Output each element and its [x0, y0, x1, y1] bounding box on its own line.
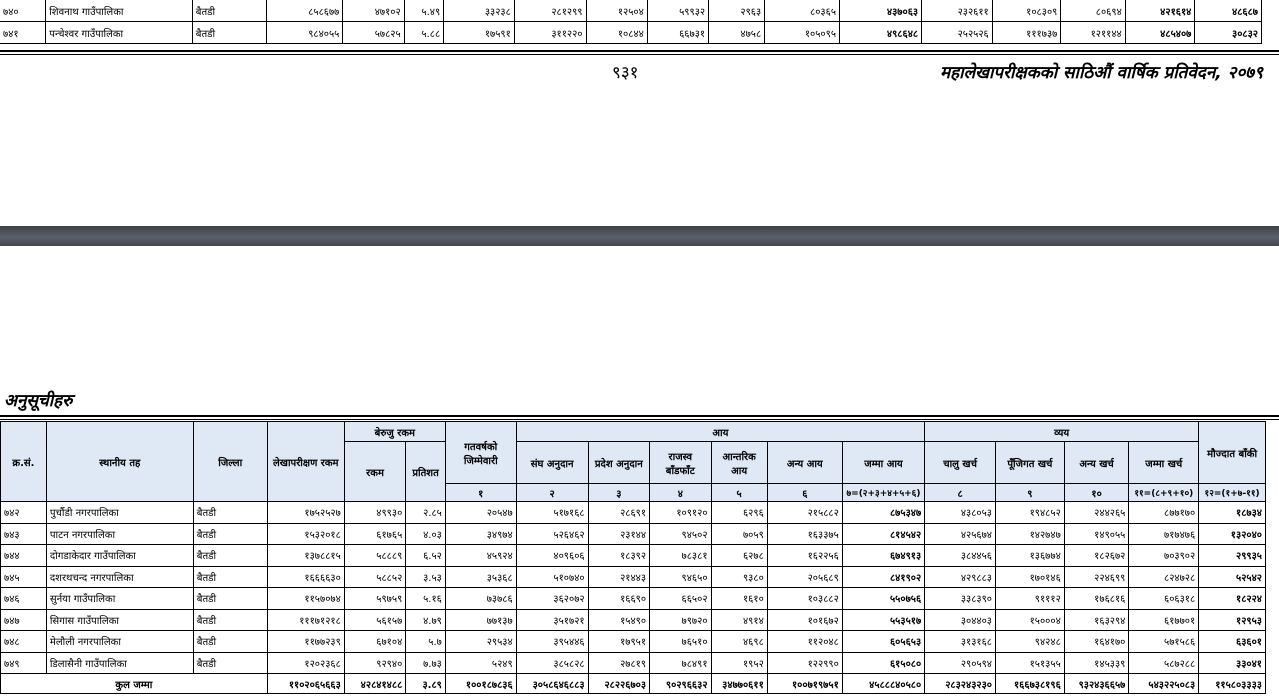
district-name: बैतडी: [193, 545, 267, 567]
table-cell: ९४६५०: [650, 566, 711, 588]
table-cell: १९४८५२: [996, 502, 1065, 524]
table-cell: १६४१७०: [1064, 631, 1129, 653]
table-row: [1, 523, 1266, 545]
table-cell: १५१३५५: [996, 652, 1065, 674]
table-cell: ४.०३: [406, 523, 446, 545]
table-cell: ८४१९०२: [842, 566, 924, 588]
table-cell: ३०८३२: [1195, 22, 1262, 44]
table-cell: ४८६८७: [1195, 0, 1262, 22]
table-cell: ५.७: [406, 631, 446, 653]
local-level-name: दशरथचन्द नगरपालिका: [46, 566, 193, 588]
table-cell: ७०३९०२: [1129, 545, 1199, 567]
table-cell: ५७८२५: [343, 22, 404, 44]
table-cell: १०५०९५: [765, 22, 840, 44]
table-cell: १८७३४: [1199, 502, 1266, 524]
local-level-name: मेलौली नगरपालिका: [46, 631, 193, 653]
table-cell: ४६९८: [711, 631, 767, 653]
header-local-level: स्थानीय तह: [46, 422, 193, 502]
table-cell: ४९८६४८: [840, 22, 922, 44]
table-row: [1, 652, 1266, 674]
table-cell: ५१७१६८: [516, 502, 588, 524]
table-cell: ४७५८: [709, 22, 765, 44]
header-other-exp: अन्य खर्च: [1064, 442, 1129, 484]
header-district: जिल्ला: [193, 422, 267, 502]
table-cell: ३६२०७२: [516, 588, 588, 610]
table-cell: १७६८१६: [1064, 588, 1129, 610]
page-number: ९३१: [612, 63, 639, 83]
header-prev-year: गतवर्षको जिम्मेवारी: [445, 422, 516, 484]
table-cell: ४५९२४: [445, 545, 516, 567]
table-cell: ५२४९: [445, 652, 516, 674]
table-cell: १२५०४: [586, 0, 647, 22]
table-row: [1, 588, 1266, 610]
table-cell: २९०५९४: [925, 652, 996, 674]
table-cell: २.८५: [406, 502, 446, 524]
table-row: [0, 0, 1262, 22]
header-current-exp: चालु खर्च: [925, 442, 996, 484]
table-cell: ९३८०: [711, 566, 767, 588]
table-cell: १६३२९४: [1064, 609, 1129, 631]
total-cell: ११५८०३३३३: [1199, 674, 1266, 694]
table-cell: १४२७४७: [996, 523, 1065, 545]
district-name: बैतडी: [192, 0, 266, 22]
table-cell: १८२६७२: [1064, 545, 1129, 567]
table-cell: ५२५४२: [1199, 566, 1266, 588]
table-cell: १२०२३६८: [267, 652, 344, 674]
table-row: [1, 566, 1266, 588]
header-expense: व्यय: [925, 422, 1199, 442]
table-cell: ७४९: [1, 652, 47, 674]
total-cell: २८२२६७०३: [588, 674, 649, 694]
header-serial: क्र.सं.: [1, 422, 47, 502]
district-name: बैतडी: [193, 566, 267, 588]
table-cell: ५.४९: [404, 0, 443, 22]
table-cell: ७४४: [1, 545, 47, 567]
table-cell: ४८५४०७: [1125, 22, 1195, 44]
table-cell: १५३२०१८: [267, 523, 344, 545]
page-footer: [0, 58, 1279, 86]
total-cell: ४२८४१४८८: [344, 674, 405, 694]
table-cell: १८३९२: [588, 545, 649, 567]
table-cell: ५९७५९: [344, 588, 405, 610]
table-cell: २५२५२६: [922, 22, 993, 44]
table-cell: ५.१६: [406, 588, 446, 610]
table-cell: ७०५९: [711, 523, 767, 545]
table-cell: ५२६४६२: [516, 523, 588, 545]
header-federal-grant: संघ अनुदान: [516, 442, 588, 484]
col-index: ३: [588, 484, 649, 502]
table-cell: ४९१४: [711, 609, 767, 631]
header-audit-amount: लेखापरीक्षण रकम: [267, 422, 344, 502]
total-cell: १००७१९७५१: [767, 674, 842, 694]
table-cell: १८२२४: [1199, 588, 1266, 610]
table-cell: ११५७०७४: [267, 588, 344, 610]
page-separator: [0, 226, 1279, 246]
header-internal-income: आन्तरिक आय: [711, 442, 767, 484]
table-cell: २२४६९९: [1064, 566, 1129, 588]
table-cell: ७७१३७: [445, 609, 516, 631]
total-row: [1, 674, 1266, 694]
table-cell: १७५२५२७: [267, 502, 344, 524]
col-index: ९: [996, 484, 1065, 502]
total-cell: ११०२०६५६६३: [267, 674, 344, 694]
table-cell: ४२९८८३: [925, 566, 996, 588]
table-cell: ४३८०५३: [925, 502, 996, 524]
total-cell: ३४७७०६११: [711, 674, 767, 694]
table-cell: ३१३१६८: [925, 631, 996, 653]
table-cell: ५८७२८८: [1129, 652, 1199, 674]
table-cell: १०३८८२: [767, 588, 842, 610]
table-cell: ७४१: [0, 22, 46, 44]
table-cell: ४०९६०६: [516, 545, 588, 567]
table-cell: १३२०४०: [1199, 523, 1266, 545]
col-index: ५: [711, 484, 767, 502]
header-income: आय: [516, 422, 924, 442]
total-cell: ३०५८६४६८८३: [516, 674, 588, 694]
table-row: [1, 631, 1266, 653]
table-cell: १२११४४: [1061, 22, 1125, 44]
col-index: २: [516, 484, 588, 502]
table-cell: ६६७३१: [647, 22, 708, 44]
table-cell: ९२९४०: [344, 652, 405, 674]
table-cell: ६०५६५३: [842, 631, 924, 653]
table-cell: ८२४७२८: [1129, 566, 1199, 588]
table-cell: ४२१६१४: [1125, 0, 1195, 22]
table-cell: ५८८५२: [344, 566, 405, 588]
col-index: ४: [650, 484, 711, 502]
table-cell: ९४२४८: [996, 631, 1065, 653]
table-cell: २०५६८९: [767, 566, 842, 588]
table-cell: ७३७८६: [445, 588, 516, 610]
table-cell: ७४०: [0, 0, 46, 22]
table-cell: १११७३७: [992, 22, 1061, 44]
table-cell: ५६१५७: [344, 609, 405, 631]
table-cell: ११२०४८: [767, 631, 842, 653]
table-cell: ६.५२: [406, 545, 446, 567]
table-row: [1, 502, 1266, 524]
table-cell: ६६५०२: [650, 588, 711, 610]
table-cell: १७०१४६: [996, 566, 1065, 588]
table-cell: २४४२६५: [1064, 502, 1129, 524]
table-cell: ३५१७२१: [516, 609, 588, 631]
local-level-name: पन्चेश्वर गाउँपालिका: [46, 22, 193, 44]
table-cell: ४३७०६३: [840, 0, 922, 22]
table-cell: ६२९६: [711, 502, 767, 524]
table-cell: ६२७८: [711, 545, 767, 567]
table-cell: १०८४४: [586, 22, 647, 44]
table-cell: १५४९०: [588, 609, 649, 631]
table-cell: ७८३८१: [650, 545, 711, 567]
table-cell: १३७८८१५: [267, 545, 344, 567]
table-cell: ३४९७४: [445, 523, 516, 545]
table-cell: ६१७७०१: [1129, 609, 1199, 631]
table-cell: ६७४९१३: [842, 545, 924, 567]
district-name: बैतडी: [193, 631, 267, 653]
table-cell: २१४४३: [588, 566, 649, 588]
total-cell: १००१८७८३६: [445, 674, 516, 694]
local-level-name: सिगास गाउँपालिका: [46, 609, 193, 631]
col-index: १२=(१+७-११): [1199, 484, 1266, 502]
annex-heading: अनुसूचीहरु: [4, 391, 73, 411]
table-cell: २९९३५: [1199, 545, 1266, 567]
local-level-name: पाटन नगरपालिका: [46, 523, 193, 545]
total-cell: ४५८८८४०५८०: [842, 674, 924, 694]
table-cell: २९६३: [709, 0, 765, 22]
local-level-name: दोगडाकेदार गाउँपालिका: [46, 545, 193, 567]
total-label: कुल जम्मा: [1, 674, 268, 694]
header-capital-exp: पूँजिगत खर्च: [996, 442, 1065, 484]
table-cell: १९५२: [711, 652, 767, 674]
col-index: १०: [1064, 484, 1129, 502]
total-cell: १६६७३८१९६: [996, 674, 1065, 694]
total-cell: ३.८९: [406, 674, 446, 694]
previous-page-table: [0, 0, 1262, 44]
header-province-grant: प्रदेश अनुदान: [588, 442, 649, 484]
table-cell: ३३८३९०: [925, 588, 996, 610]
district-name: बैतडी: [192, 22, 266, 44]
table-cell: ५१०७४०: [516, 566, 588, 588]
header-balance: मौज्दात बाँकी: [1199, 422, 1266, 484]
table-cell: ६७१०४: [344, 631, 405, 653]
table-cell: ४९९३०: [344, 502, 405, 524]
table-cell: ८१४५४२: [842, 523, 924, 545]
table-cell: ९४५०२: [650, 523, 711, 545]
table-cell: ३०४४०३: [925, 609, 996, 631]
table-cell: १७५९१: [444, 22, 515, 44]
table-cell: ९१११२: [996, 588, 1065, 610]
heading-rule: [0, 415, 1279, 417]
table-cell: ९८४०५५: [266, 22, 343, 44]
header-other-income: अन्य आय: [767, 442, 842, 484]
local-level-name: सुर्नया गाउँपालिका: [46, 588, 193, 610]
table-cell: ७४८: [1, 631, 47, 653]
table-cell: १७९५१: [588, 631, 649, 653]
table-cell: १४९०५५: [1064, 523, 1129, 545]
total-cell: ५४३२२५०८३: [1129, 674, 1199, 694]
table-cell: ३३०४१: [1199, 652, 1266, 674]
local-level-name: डिलासैनी गाउँपालिका: [46, 652, 193, 674]
table-cell: १४५३३९: [1064, 652, 1129, 674]
heading-rule-thin: [0, 419, 1279, 420]
district-name: बैतडी: [193, 588, 267, 610]
table-cell: २९५३४: [445, 631, 516, 653]
table-cell: ३११२२०: [514, 22, 586, 44]
table-cell: ७१७४७६: [1129, 523, 1199, 545]
table-cell: १५०००४: [996, 609, 1065, 631]
header-revenue-share: राजस्व बाँडफाँट: [650, 442, 711, 484]
table-cell: २१५८८२: [767, 502, 842, 524]
header-total-income: जम्मा आय: [842, 442, 924, 484]
col-index: ६: [767, 484, 842, 502]
table-cell: ७६५१०: [650, 631, 711, 653]
table-cell: ६०६३१८: [1129, 588, 1199, 610]
table-cell: २०५४७: [445, 502, 516, 524]
table-cell: १६६९०: [588, 588, 649, 610]
local-level-name: पुर्चौडी नगरपालिका: [46, 502, 193, 524]
table-cell: ७९७२०: [650, 609, 711, 631]
table-cell: २८१२९९: [514, 0, 586, 22]
district-name: बैतडी: [193, 609, 267, 631]
table-cell: १३६७७४: [996, 545, 1065, 567]
table-cell: ८७७१७०: [1129, 502, 1199, 524]
table-cell: ८५८६७७: [266, 0, 343, 22]
col-index: ११=(८+९+१०): [1129, 484, 1199, 502]
table-cell: ६१५०८०: [842, 652, 924, 674]
table-cell: १०९१२०: [650, 502, 711, 524]
header-irregular-amount: रकम: [344, 442, 405, 502]
table-cell: ८७५३४७: [842, 502, 924, 524]
footer-rule: [0, 50, 1279, 52]
table-cell: ५७१५८६: [1129, 631, 1199, 653]
table-cell: ८०३६५: [765, 0, 840, 22]
col-index: १: [445, 484, 516, 502]
footer-rule-thin: [0, 54, 1279, 55]
table-cell: ४७१०२: [343, 0, 404, 22]
table-cell: ५५३५१७: [842, 609, 924, 631]
local-level-name: शिवनाथ गाउँपालिका: [46, 0, 193, 22]
table-cell: ४.७९: [406, 609, 446, 631]
table-row: [1, 609, 1266, 631]
table-cell: ३.५३: [406, 566, 446, 588]
table-cell: ३५३६८: [445, 566, 516, 588]
table-cell: ७४३: [1, 523, 47, 545]
table-cell: २३१४४: [588, 523, 649, 545]
table-cell: ५८८८९: [344, 545, 405, 567]
district-name: बैतडी: [193, 652, 267, 674]
table-cell: १०१६७२: [767, 609, 842, 631]
table-row: [1, 545, 1266, 567]
col-index: ८: [925, 484, 996, 502]
table-cell: २७८१९: [588, 652, 649, 674]
header-irregular: बेरुजु रकम: [344, 422, 445, 442]
table-cell: ५९९३२: [647, 0, 708, 22]
header-total-exp: जम्मा खर्च: [1129, 442, 1199, 484]
table-cell: ८०६९४: [1061, 0, 1125, 22]
table-cell: ७४५: [1, 566, 47, 588]
annex-table: [0, 421, 1266, 694]
district-name: बैतडी: [193, 502, 267, 524]
table-cell: १२९५३: [1199, 609, 1266, 631]
table-cell: ७४६: [1, 588, 47, 610]
table-cell: ७.७३: [406, 652, 446, 674]
total-cell: २८३२४३२३०: [925, 674, 996, 694]
table-cell: ७८४९१: [650, 652, 711, 674]
district-name: बैतडी: [193, 523, 267, 545]
table-cell: ३८५८२८: [516, 652, 588, 674]
table-cell: ६३६०१: [1199, 631, 1266, 653]
table-cell: १६३३७५: [767, 523, 842, 545]
table-cell: ३८४४५६: [925, 545, 996, 567]
table-cell: ४२५६७४: [925, 523, 996, 545]
table-cell: १६६६६३०: [267, 566, 344, 588]
table-cell: १२२९९०: [767, 652, 842, 674]
table-cell: ३९५४४६: [516, 631, 588, 653]
table-cell: ६१७६५: [344, 523, 405, 545]
table-cell: ११७७२३९: [267, 631, 344, 653]
table-cell: ५५०७५६: [842, 588, 924, 610]
total-cell: ९०२९६६३२: [650, 674, 711, 694]
table-cell: २८६९१: [588, 502, 649, 524]
table-row: [0, 22, 1262, 44]
col-index: ७=(२+३+४+५+६): [842, 484, 924, 502]
table-cell: २३२६११: [922, 0, 993, 22]
table-cell: १६२२५६: [767, 545, 842, 567]
report-title: महालेखापरीक्षकको साठिऔं वार्षिक प्रतिवेदन, २०७९: [939, 63, 1263, 83]
table-cell: १११७१२१८: [267, 609, 344, 631]
table-cell: १६१०: [711, 588, 767, 610]
table-cell: ३३२३८: [444, 0, 515, 22]
table-cell: ७४२: [1, 502, 47, 524]
total-cell: ९३२४३६६५७: [1064, 674, 1129, 694]
table-cell: ७४७: [1, 609, 47, 631]
table-cell: ५.८८: [404, 22, 443, 44]
table-cell: १०८३०९: [992, 0, 1061, 22]
header-irregular-percent: प्रतिशत: [406, 442, 446, 502]
